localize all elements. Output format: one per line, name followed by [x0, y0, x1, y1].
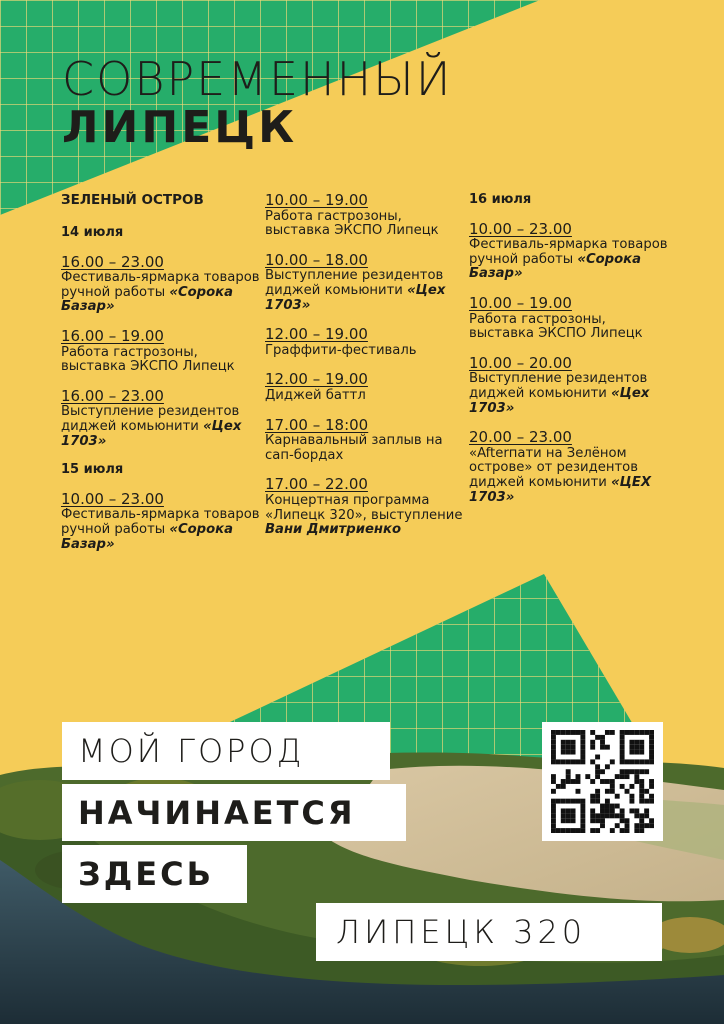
event-time: 10.00 – 20.00 [469, 353, 572, 372]
event-highlight: «Цех 1703» [469, 385, 650, 416]
event-time: 16.00 – 23.00 [61, 252, 164, 271]
event-description [61, 405, 266, 449]
event-description [265, 269, 465, 313]
schedule-event [265, 415, 465, 464]
event-description [265, 389, 465, 404]
day-heading: 15 июля [61, 462, 124, 478]
schedule-event [61, 386, 266, 449]
event-text: «Afterпати на Зелёном острове» от резидентов диджей комьюнити [469, 445, 638, 490]
event-highlight: «Сорока Базар» [469, 251, 642, 282]
slogan-line2: НАЧИНАЕТСЯ [62, 784, 406, 841]
day-heading: 16 июля [469, 192, 532, 207]
brand-label: ЛИПЕЦК 320 [316, 903, 662, 961]
event-text: Выступление резидентов диджей комьюнити [265, 268, 444, 298]
event-description [469, 313, 674, 342]
event-description [469, 447, 674, 505]
schedule-event [469, 219, 674, 282]
event-text: Выступление резидентов диджей комьюнити [61, 404, 240, 434]
event-description [265, 210, 465, 239]
event-time: 17.00 – 22.00 [265, 475, 368, 494]
event-text: Фестиваль-ярмарка товаров ручной работы [61, 270, 260, 300]
event-text: Работа гастрозоны, выставка ЭКСПО Липецк [469, 311, 643, 342]
schedule-event [265, 250, 465, 313]
event-text: Концертная программа «Липецк 320», выступление [265, 492, 463, 523]
event-time: 12.00 – 19.00 [265, 370, 368, 389]
event-time: 12.00 – 19.00 [265, 325, 368, 344]
event-text: Работа гастрозоны, выставка ЭКСПО Липецк [61, 344, 235, 375]
schedule-event [469, 430, 674, 505]
event-text: Работа гастрозоны, выставка ЭКСПО Липецк [265, 208, 439, 239]
schedule-event [265, 477, 465, 537]
event-description [265, 494, 465, 538]
event-highlight: Вани Дмитриенко [265, 522, 402, 538]
schedule-column-3 [469, 193, 674, 519]
event-description [469, 238, 674, 282]
event-text: Диджей баттл [265, 387, 366, 403]
event-text: Фестиваль-ярмарка товаров ручной работы [61, 507, 260, 537]
schedule-event [265, 372, 465, 403]
event-time: 10.00 – 19.00 [265, 191, 368, 209]
title-line2: ЛИПЕЦК [62, 102, 298, 153]
schedule-event [61, 489, 266, 552]
event-highlight: «ЦЕХ 1703» [469, 474, 652, 505]
schedule-event [61, 252, 266, 315]
event-description [61, 346, 266, 375]
event-description [61, 508, 266, 552]
event-text: Граффити-фестиваль [265, 342, 417, 358]
event-highlight: «Сорока Базар» [61, 284, 234, 315]
event-text: Карнавальный заплыв на сап-бордах [265, 433, 443, 463]
schedule-column-1 [61, 193, 266, 566]
event-time: 20.00 – 23.00 [469, 428, 572, 447]
venue-title: ЗЕЛЕНЫЙ ОСТРОВ [61, 192, 204, 208]
slogan-line3: ЗДЕСЬ [62, 845, 247, 903]
event-time: 17.00 – 18:00 [265, 415, 369, 434]
title-line1: СОВРЕМЕННЫЙ [62, 52, 453, 106]
event-time: 10.00 – 18.00 [265, 250, 368, 269]
event-text: Фестиваль-ярмарка товаров ручной работы [469, 237, 668, 267]
event-text: Выступление резидентов диджей комьюнити [469, 371, 648, 401]
event-time: 10.00 – 19.00 [469, 293, 572, 312]
event-time: 10.00 – 23.00 [469, 219, 572, 238]
schedule-event [469, 293, 674, 342]
slogan-line1: МОЙ ГОРОД [62, 722, 390, 780]
schedule-column-2 [265, 193, 465, 552]
event-time: 10.00 – 23.00 [61, 489, 164, 508]
event-highlight: «Сорока Базар» [61, 521, 234, 552]
event-time: 16.00 – 23.00 [61, 386, 164, 405]
schedule-event [265, 327, 465, 358]
event-description [265, 344, 465, 359]
qr-code-icon[interactable] [542, 722, 663, 841]
schedule-event [469, 353, 674, 416]
schedule-event [61, 326, 266, 375]
event-time: 16.00 – 19.00 [61, 326, 164, 345]
event-highlight: «Цех 1703» [265, 282, 446, 313]
event-highlight: «Цех 1703» [61, 418, 242, 449]
event-description [469, 372, 674, 416]
event-description [265, 434, 465, 463]
day-heading: 14 июля [61, 225, 124, 240]
event-description [61, 271, 266, 315]
schedule-event [265, 193, 465, 239]
